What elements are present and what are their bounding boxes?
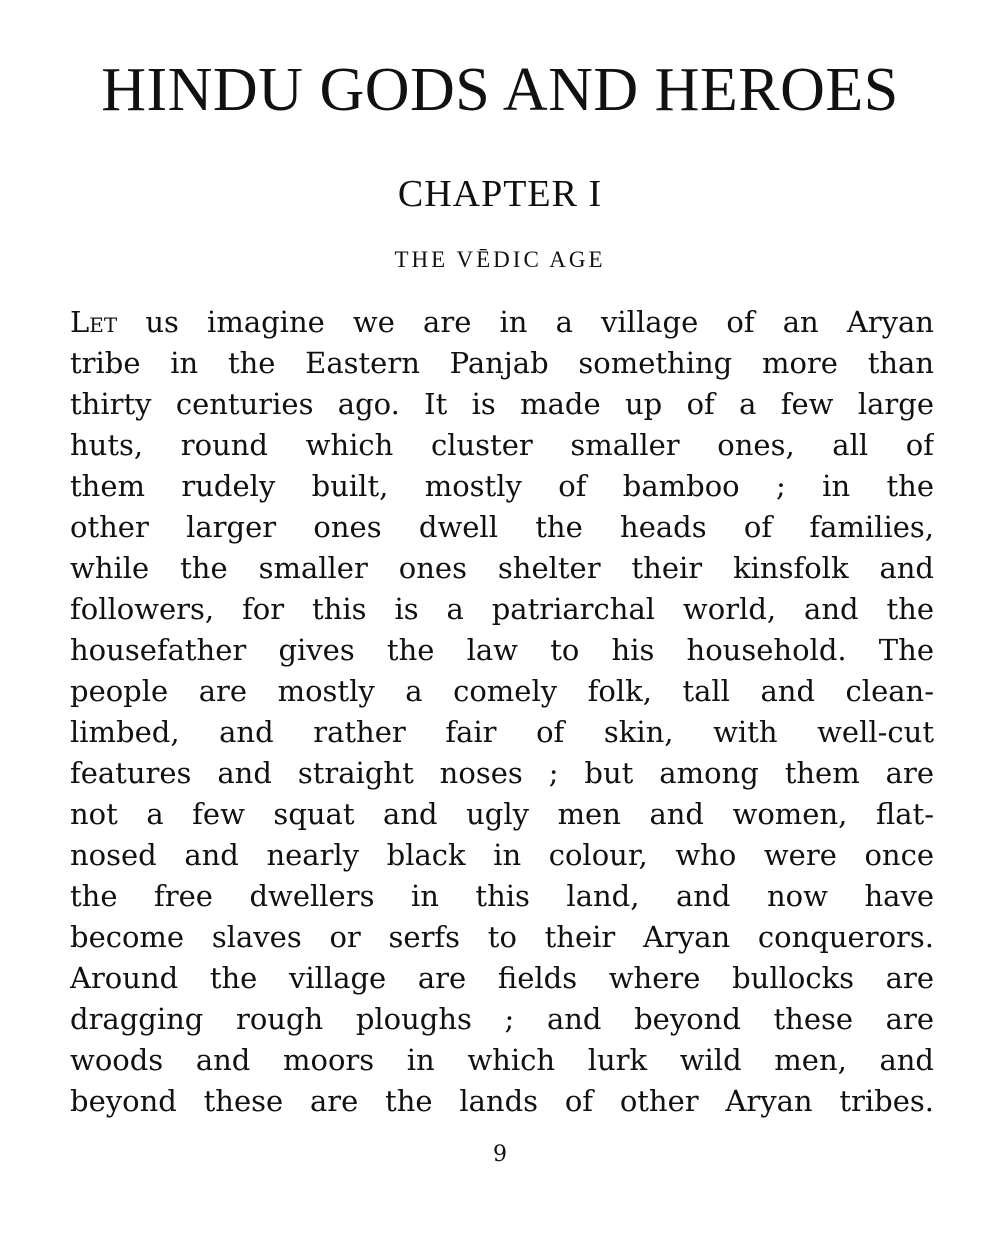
text-line: the free dwellers in this land, and now have	[70, 879, 934, 913]
text-line: thirty centuries ago. It is made up of a few large	[70, 387, 934, 421]
chapter-heading: CHAPTER I	[397, 173, 603, 215]
text-line: followers, for this is a patriarchal world, and the	[70, 592, 934, 626]
text-line: housefather gives the law to his household. The	[70, 633, 934, 667]
text-line: nosed and nearly black in colour, who were once	[70, 838, 934, 872]
text-line: dragging rough ploughs ; and beyond these are	[70, 1002, 934, 1036]
text-line: beyond these are the lands of other Aryan tribes.	[70, 1084, 934, 1118]
text-line: people are mostly a comely folk, tall and clean-	[70, 674, 934, 708]
text-line: them rudely built, mostly of bamboo ; in the	[70, 469, 934, 503]
text-line: huts, round which cluster smaller ones, all of	[70, 428, 934, 462]
text-line: Let us imagine we are in a village of an Aryan	[70, 305, 934, 339]
text-line: other larger ones dwell the heads of families,	[70, 510, 934, 544]
text-line: become slaves or serfs to their Aryan conquerors.	[70, 920, 934, 954]
text-line: not a few squat and ugly men and women, flat-	[70, 797, 934, 831]
page-number: 9	[493, 1142, 507, 1167]
text-line: limbed, and rather fair of skin, with well-cut	[70, 715, 934, 749]
text-line: features and straight noses ; but among them are	[70, 756, 934, 790]
text-line: while the smaller ones shelter their kinsfolk and	[70, 551, 934, 585]
chapter-subtitle: THE VĒDIC AGE	[394, 247, 606, 272]
text-line: tribe in the Eastern Panjab something more than	[70, 346, 934, 380]
body-paragraph	[70, 302, 934, 1122]
opening-word: Let	[70, 305, 118, 339]
text-line: Around the village are fields where bullocks are	[70, 961, 934, 995]
text-line: woods and moors in which lurk wild men, and	[70, 1043, 934, 1077]
book-title: HINDU GODS AND HEROES	[101, 56, 899, 124]
